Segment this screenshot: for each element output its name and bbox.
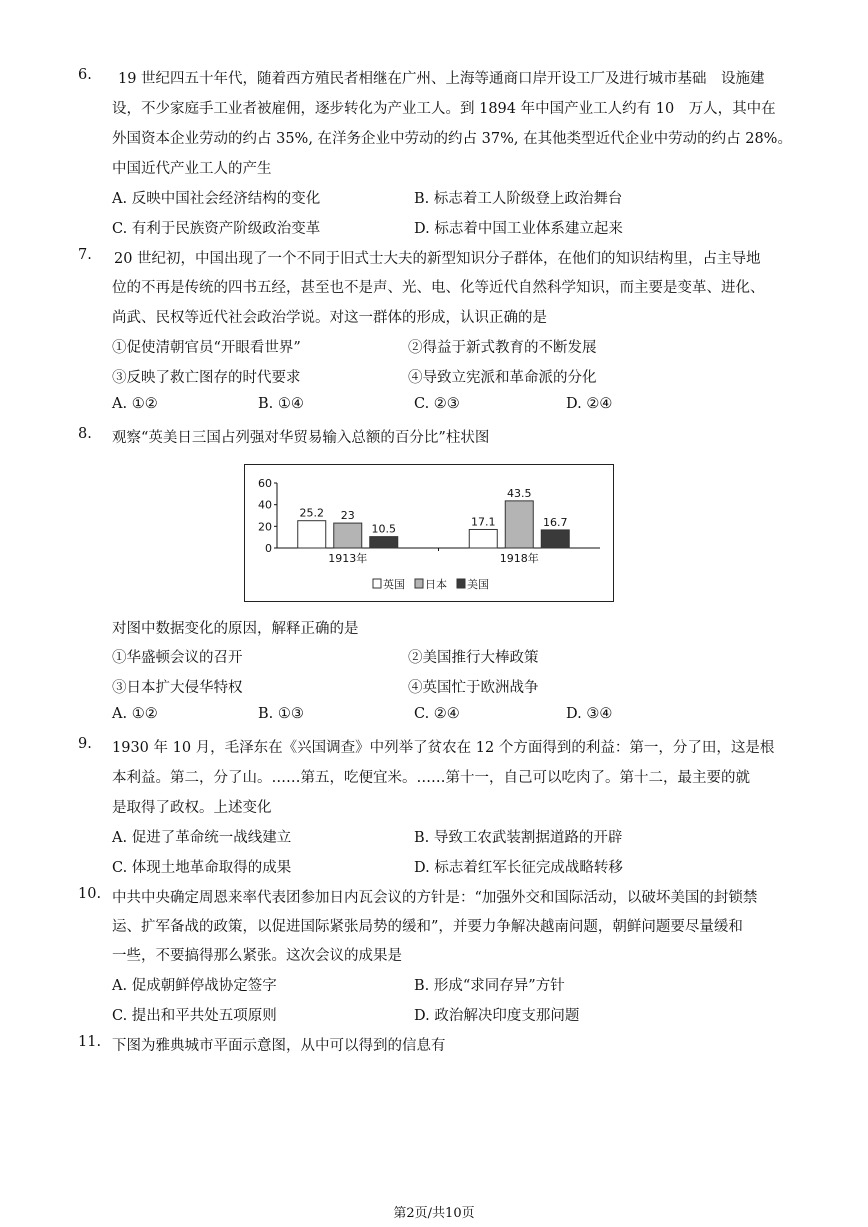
question-number: 11. [78,1034,102,1050]
bar-data-label: 23 [340,509,355,523]
page-footer: 第2页/共10页 [393,1206,475,1221]
question-number: 10. [78,886,102,902]
question-number: 6. [78,67,92,83]
bar-data-label: 43.5 [507,486,532,500]
y-tick-label: 40 [258,498,272,512]
option-c[interactable]: C. 体现土地革命取得的成果 [112,860,292,876]
option-a[interactable]: A. 促成朝鲜停战协定签字 [112,978,277,994]
statement-4: ④英国忙于欧洲战争 [408,680,539,696]
bar [505,501,533,548]
statement-1: ①华盛顿会议的召开 [112,650,243,666]
option-c[interactable]: C. ②④ [414,706,460,722]
question-number: 8. [78,426,92,442]
option-c[interactable]: C. 提出和平共处五项原则 [112,1008,277,1024]
option-d[interactable]: D. ③④ [566,706,613,722]
question-text-line: 尚武、民权等近代社会政治学说。对这一群体的形成，认识正确的是 [112,310,547,326]
bar [370,537,398,548]
option-a[interactable]: A. ①② [112,706,158,722]
legend-swatch [457,579,465,588]
question-text-line: 外国资本企业劳动的约占 35%, 在洋务企业中劳动的约占 37%, 在其他类型近代企业中劳动的约占 28%。 [112,131,792,147]
y-tick-label: 0 [265,542,272,555]
option-a[interactable]: A. ①② [112,396,158,412]
statement-1: ①促使清朝官员“开眼看世界” [112,340,301,356]
question-text-line: 20 世纪初，中国出现了一个不同于旧式士大夫的新型知识分子群体，在他们的知识结构里，占主导地 [114,251,761,267]
question-text-line: 一些，不要搞得那么紧张。这次会议的成果是 [112,948,402,964]
y-tick-label: 20 [258,520,272,534]
question-text-line: 下图为雅典城市平面示意图，从中可以得到的信息有 [112,1038,446,1054]
bar-data-label: 16.7 [543,515,568,529]
statement-4: ④导致立宪派和革命派的分化 [408,370,597,386]
option-b[interactable]: B. ①③ [258,706,304,722]
statement-3: ③日本扩大侵华特权 [112,680,243,696]
legend-swatch [415,579,423,588]
option-c[interactable]: C. ②③ [414,396,460,412]
option-b[interactable]: B. 形成“求同存异”方针 [414,978,565,994]
legend-swatch [373,579,381,588]
question-number: 7. [78,247,92,263]
statement-2: ②得益于新式教育的不断发展 [408,340,597,356]
y-tick-label: 60 [258,477,272,490]
bar-chart-svg [245,465,613,601]
legend-label: 英国 [383,578,405,591]
option-a[interactable]: A. 反映中国社会经济结构的变化 [112,191,321,207]
question-text-line: 位的不再是传统的四书五经，甚至也不是声、光、电、化等近代自然科学知识，而主要是变革、进化、 [112,280,765,296]
question-text-line: 1930 年 10 月，毛泽东在《兴国调查》中列举了贫农在 12 个方面得到的利益：第一，分了田，这是根 [112,740,775,756]
question-text-line: 运、扩军备战的政策，以促进国际紧张局势的缓和”，并要力争解决越南问题，朝鲜问题要尽量缓和 [112,919,743,935]
option-b[interactable]: B. 导致工农武装割据道路的开辟 [414,830,623,846]
option-a[interactable]: A. 促进了革命统一战线建立 [112,830,292,846]
option-d[interactable]: D. 标志着红军长征完成战略转移 [414,860,623,876]
statement-3: ③反映了救亡图存的时代要求 [112,370,301,386]
bar [469,529,497,548]
question-text-line: 设，不少家庭手工业者被雇佣，逐步转化为产业工人。到 1894 年中国产业工人约有 10 万人，其中在 [112,101,776,117]
option-c[interactable]: C. 有利于民族资产阶级政治变革 [112,221,321,237]
bar-data-label: 10.5 [371,522,396,536]
question-text-line: 是取得了政权。上述变化 [112,800,272,816]
question-text-line: 观察“英美日三国占列强对华贸易输入总额的百分比”柱状图 [112,430,490,446]
bar-chart [244,464,614,602]
question-number: 9. [78,736,92,752]
bar [334,523,362,548]
legend-label: 美国 [467,578,489,591]
question-text-line: 中共中央确定周恩来率代表团参加日内瓦会议的方针是：“加强外交和国际活动，以破坏美国的封锁禁 [112,890,758,906]
statement-2: ②美国推行大棒政策 [408,650,539,666]
option-d[interactable]: D. 标志着中国工业体系建立起来 [414,221,623,237]
question-text-line: 对图中数据变化的原因，解释正确的是 [112,621,359,637]
x-category-label: 1918年 [499,552,539,565]
option-d[interactable]: D. 政治解决印度支那问题 [414,1008,580,1024]
option-d[interactable]: D. ②④ [566,396,613,412]
option-b[interactable]: B. 标志着工人阶级登上政治舞台 [414,191,623,207]
question-text-line: 19 世纪四五十年代，随着西方殖民者相继在广州、上海等通商口岸开设工厂及进行城市基础 设施建 [118,71,765,87]
option-b[interactable]: B. ①④ [258,396,304,412]
bar-data-label: 17.1 [471,515,496,529]
question-text-line: 本利益。第二，分了山。……第五，吃便宜米。……第十一，自己可以吃肉了。第十二，最主要的就 [112,770,750,786]
legend-label: 日本 [425,578,447,591]
bar-data-label: 25.2 [299,506,324,520]
x-category-label: 1913年 [328,552,368,565]
bar [298,521,326,548]
question-text-line: 中国近代产业工人的产生 [112,161,272,177]
bar [541,530,569,548]
